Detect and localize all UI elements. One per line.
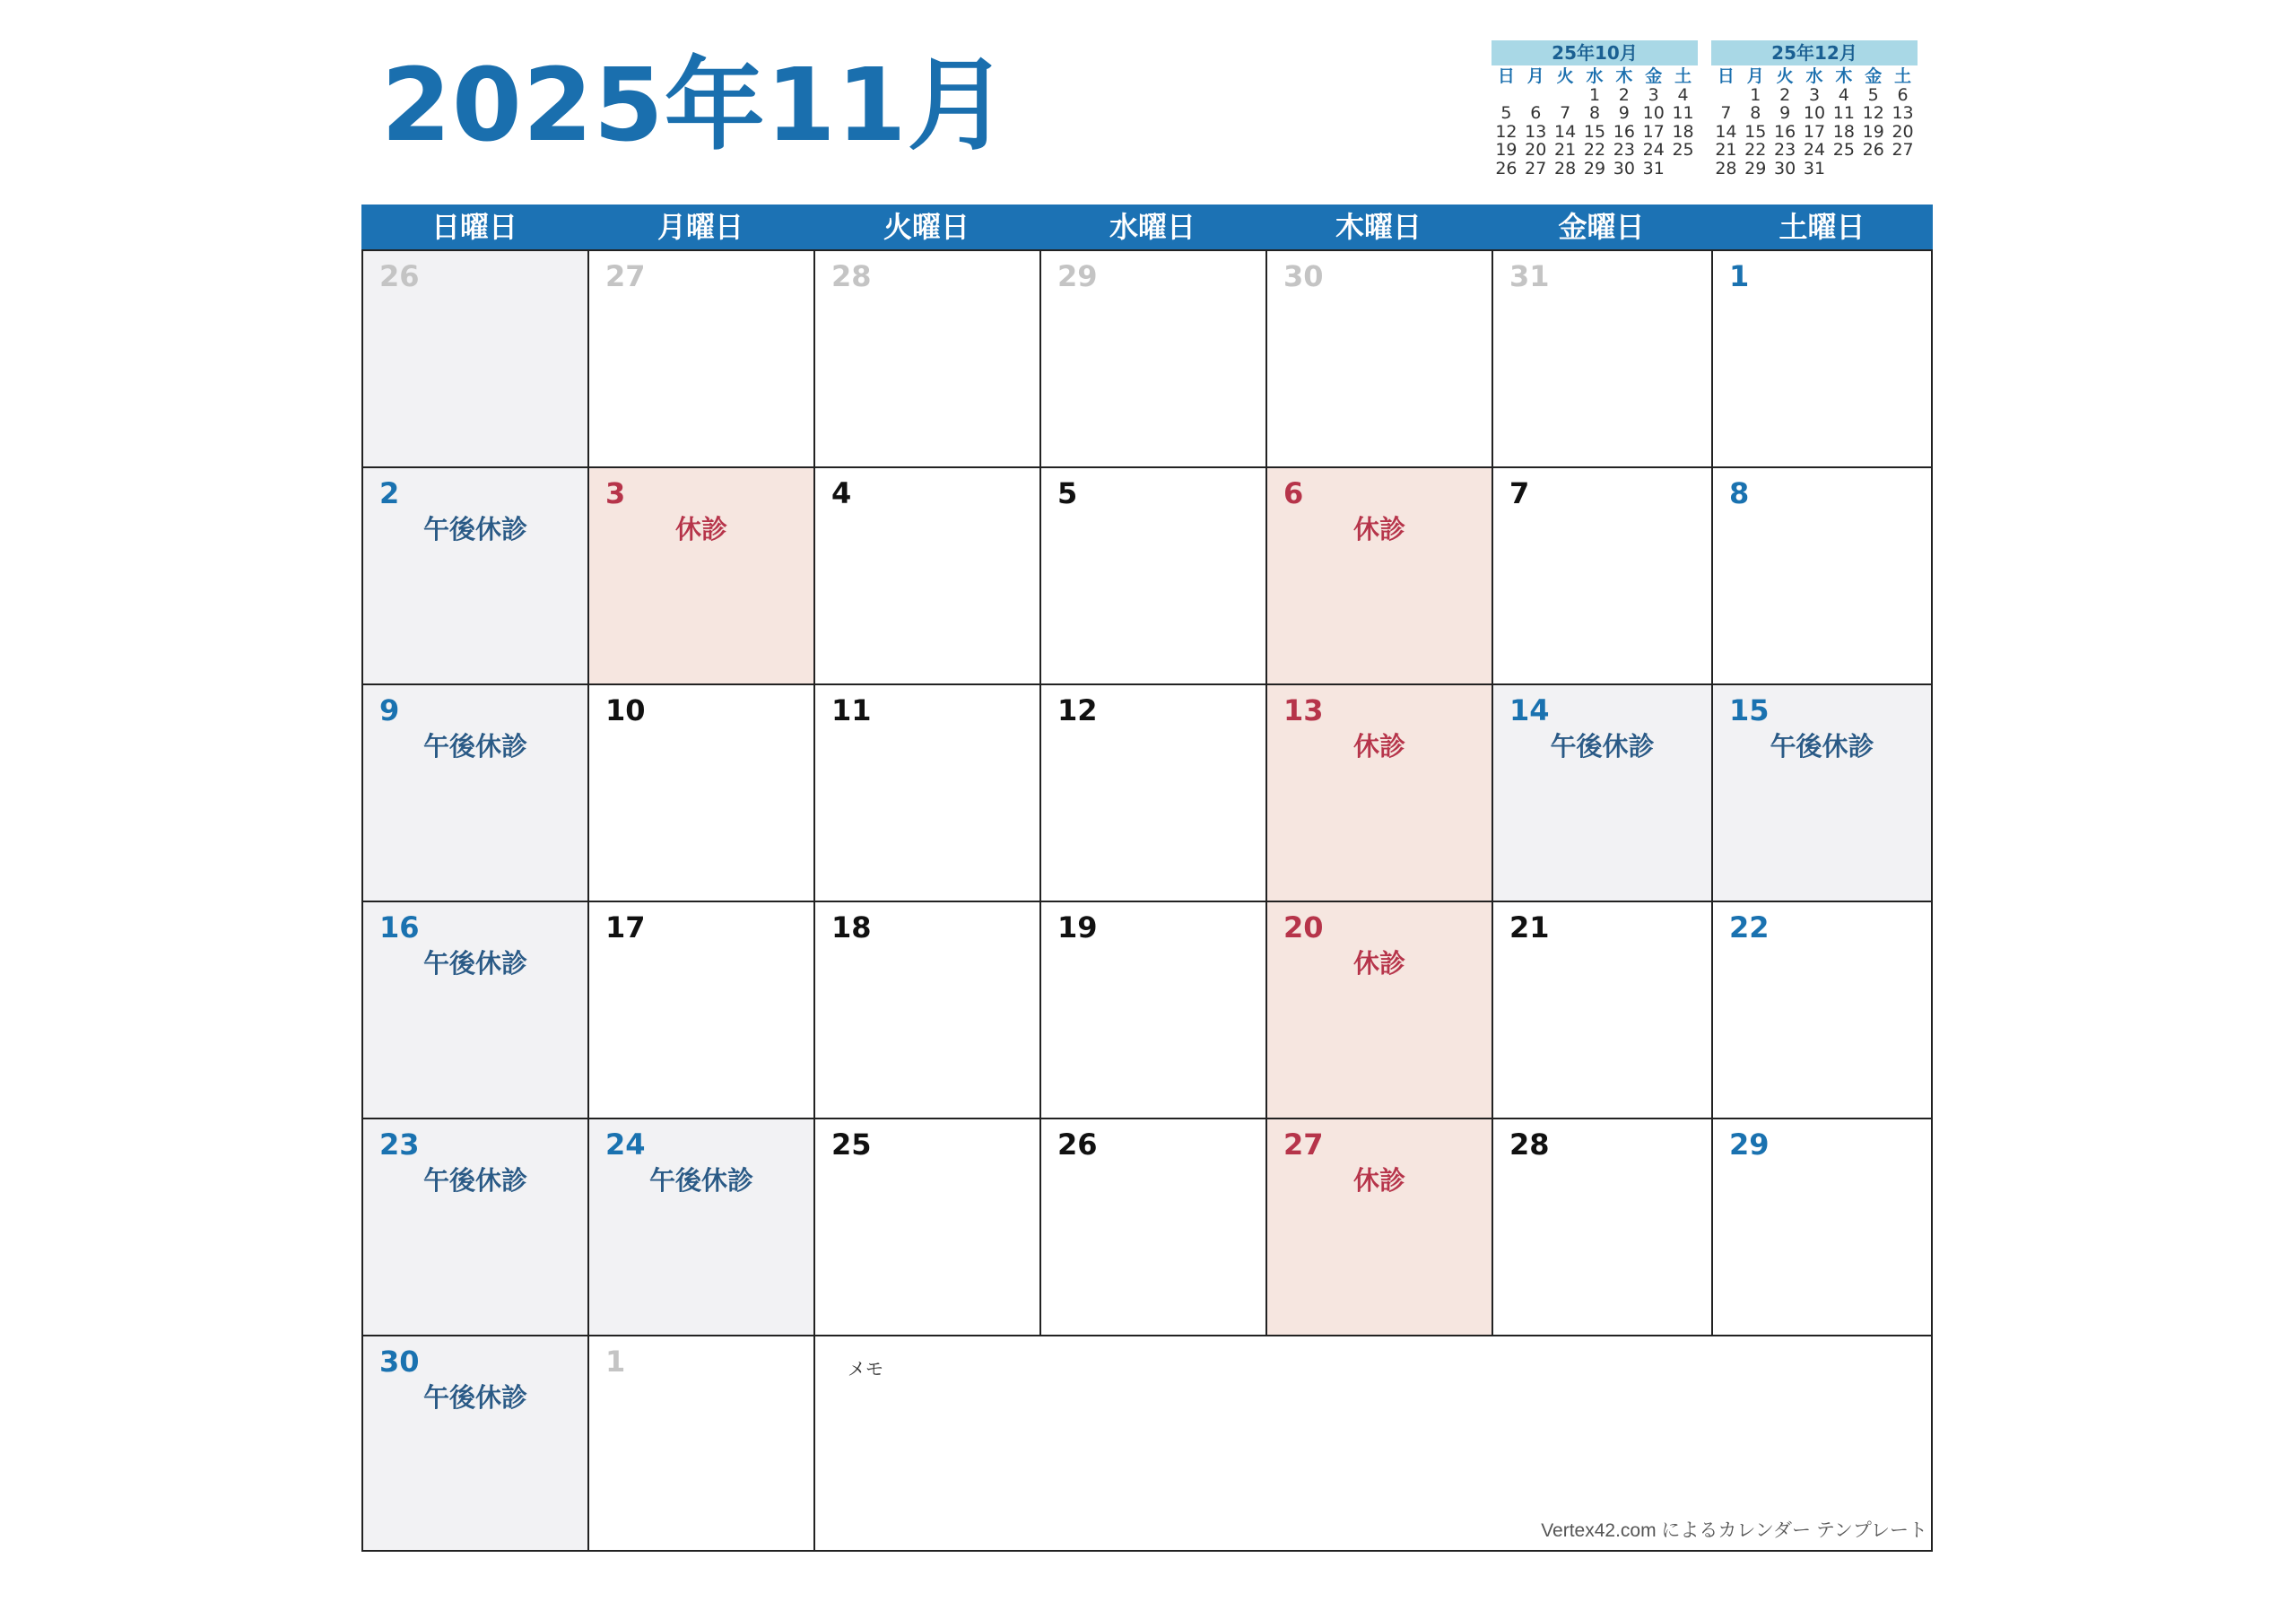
mini-day: 28 (1554, 158, 1577, 178)
mini-calendar-grid (1711, 67, 1918, 178)
calendar-grid (361, 249, 1933, 1552)
memo-area[interactable] (815, 1336, 1931, 1550)
day-number: 29 (1057, 259, 1098, 293)
day-cell[interactable] (1713, 468, 1931, 685)
day-number: 17 (605, 910, 646, 944)
day-number: 21 (1509, 910, 1550, 944)
day-number: 31 (1509, 259, 1550, 293)
day-number: 28 (1509, 1127, 1550, 1162)
mini-day: 23 (1613, 140, 1635, 160)
day-cell[interactable] (1041, 685, 1267, 902)
day-number: 30 (379, 1345, 420, 1379)
mini-day: 9 (1779, 103, 1791, 123)
mini-weekday: 土 (1674, 66, 1692, 86)
mini-weekday: 金 (1865, 66, 1883, 86)
weekday-label: 木曜日 (1335, 210, 1422, 244)
day-cell[interactable] (1713, 902, 1931, 1119)
weekday-label: 火曜日 (883, 210, 970, 244)
day-note: 午後休診 (422, 514, 527, 544)
day-note: 午後休診 (422, 1165, 527, 1196)
mini-day: 3 (1808, 84, 1821, 105)
day-cell[interactable] (815, 251, 1041, 468)
mini-day: 23 (1774, 140, 1796, 160)
mini-day: 11 (1832, 103, 1855, 123)
mini-day: 10 (1642, 103, 1665, 123)
mini-day: 25 (1832, 140, 1855, 160)
mini-day: 27 (1525, 158, 1547, 178)
day-number: 16 (379, 910, 420, 944)
mini-day: 16 (1613, 121, 1635, 142)
mini-day: 17 (1642, 121, 1665, 142)
day-cell[interactable] (815, 902, 1041, 1119)
day-cell[interactable] (1041, 1119, 1267, 1336)
mini-calendar-grid (1492, 67, 1698, 178)
day-note: 午後休診 (422, 731, 527, 762)
day-note: 午後休診 (648, 1165, 753, 1196)
day-number: 25 (831, 1127, 872, 1162)
mini-day: 21 (1554, 140, 1577, 160)
mini-calendar-title: 25年10月 (1492, 40, 1698, 65)
weekday-label: 土曜日 (1779, 210, 1866, 244)
day-cell[interactable] (589, 468, 815, 685)
day-cell[interactable] (1267, 902, 1493, 1119)
day-number: 22 (1729, 910, 1770, 944)
mini-day: 12 (1495, 121, 1518, 142)
day-cell[interactable] (1713, 685, 1931, 902)
mini-day: 9 (1618, 103, 1630, 123)
day-cell[interactable] (815, 468, 1041, 685)
mini-day: 17 (1803, 121, 1826, 142)
day-number: 19 (1057, 910, 1098, 944)
day-cell[interactable] (589, 902, 815, 1119)
mini-weekday: 金 (1645, 66, 1663, 86)
mini-day: 4 (1677, 84, 1689, 105)
mini-day: 24 (1803, 140, 1826, 160)
mini-day: 24 (1642, 140, 1665, 160)
mini-day: 29 (1744, 158, 1767, 178)
weekday-label: 日曜日 (430, 210, 517, 244)
day-cell[interactable] (1041, 468, 1267, 685)
day-cell[interactable] (363, 251, 589, 468)
mini-day (1521, 86, 1551, 105)
mini-day: 31 (1642, 158, 1665, 178)
day-number: 11 (831, 693, 872, 727)
mini-weekday: 火 (1556, 66, 1574, 86)
mini-weekday: 水 (1805, 66, 1823, 86)
day-number: 8 (1729, 476, 1750, 510)
mini-day: 11 (1672, 103, 1694, 123)
day-cell[interactable] (589, 251, 815, 468)
day-number: 1 (605, 1345, 626, 1379)
mini-weekday: 木 (1615, 66, 1633, 86)
mini-day: 6 (1897, 84, 1909, 105)
weekday-label: 月曜日 (657, 210, 744, 244)
mini-day (1711, 86, 1741, 105)
mini-day: 4 (1838, 84, 1849, 105)
day-number: 26 (379, 259, 420, 293)
day-number: 20 (1283, 910, 1324, 944)
day-number: 27 (1283, 1127, 1324, 1162)
mini-day: 27 (1892, 140, 1914, 160)
day-cell[interactable] (1493, 1119, 1713, 1336)
mini-weekday: 火 (1776, 66, 1794, 86)
day-cell[interactable] (1713, 251, 1931, 468)
day-number: 27 (605, 259, 646, 293)
mini-day: 7 (1560, 103, 1571, 123)
day-number: 13 (1283, 693, 1324, 727)
mini-day: 1 (1750, 84, 1761, 105)
mini-day: 3 (1648, 84, 1659, 105)
day-cell[interactable] (1493, 685, 1713, 902)
day-number: 15 (1729, 693, 1770, 727)
day-cell[interactable] (1493, 902, 1713, 1119)
day-number: 1 (1729, 259, 1750, 293)
memo-label: メモ (848, 1358, 883, 1380)
day-note: 休診 (1352, 1165, 1405, 1196)
mini-day: 5 (1867, 84, 1879, 105)
mini-day: 25 (1672, 140, 1694, 160)
day-number: 9 (379, 693, 400, 727)
mini-day: 2 (1618, 84, 1630, 105)
day-cell[interactable] (1267, 251, 1493, 468)
mini-weekday: 日 (1497, 66, 1515, 86)
mini-day (1492, 86, 1521, 105)
mini-day: 29 (1583, 158, 1606, 178)
mini-day (1551, 86, 1580, 105)
mini-day: 18 (1832, 121, 1855, 142)
mini-weekday: 土 (1894, 66, 1912, 86)
day-number: 10 (605, 693, 646, 727)
day-note: 休診 (674, 514, 727, 544)
day-cell[interactable] (589, 685, 815, 902)
mini-day: 19 (1495, 140, 1518, 160)
day-number: 7 (1509, 476, 1530, 510)
mini-day: 7 (1720, 103, 1732, 123)
day-cell[interactable] (1493, 251, 1713, 468)
day-number: 28 (831, 259, 872, 293)
day-number: 12 (1057, 693, 1098, 727)
day-number: 6 (1283, 476, 1304, 510)
day-note: 休診 (1352, 514, 1405, 544)
mini-day: 31 (1803, 158, 1826, 178)
mini-day: 14 (1554, 121, 1577, 142)
mini-day: 26 (1862, 140, 1884, 160)
mini-day: 5 (1500, 103, 1512, 123)
day-number: 18 (831, 910, 872, 944)
day-cell[interactable] (1041, 902, 1267, 1119)
mini-calendar-october (1492, 40, 1698, 178)
month-calendar (361, 205, 1933, 1552)
day-number: 2 (379, 476, 400, 510)
mini-day: 10 (1803, 103, 1826, 123)
day-number: 5 (1057, 476, 1078, 510)
mini-day: 30 (1613, 158, 1635, 178)
mini-weekday: 月 (1526, 66, 1544, 86)
weekday-label: 金曜日 (1558, 210, 1645, 244)
day-cell[interactable] (363, 685, 589, 902)
mini-weekday: 月 (1746, 66, 1764, 86)
mini-day: 15 (1744, 121, 1767, 142)
mini-day: 8 (1588, 103, 1601, 123)
mini-day: 6 (1530, 103, 1542, 123)
mini-weekday: 日 (1717, 66, 1735, 86)
day-cell[interactable] (815, 1119, 1041, 1336)
mini-day: 2 (1779, 84, 1791, 105)
day-cell[interactable] (1493, 468, 1713, 685)
day-number: 14 (1509, 693, 1550, 727)
mini-day: 20 (1525, 140, 1547, 160)
day-note: 午後休診 (1770, 731, 1874, 762)
day-note: 午後休診 (422, 1382, 527, 1413)
day-number: 24 (605, 1127, 646, 1162)
day-cell[interactable] (363, 902, 589, 1119)
template-credit: Vertex42.com によるカレンダー テンプレート (1541, 1520, 1927, 1541)
mini-day: 14 (1715, 121, 1737, 142)
day-cell[interactable] (1713, 1119, 1931, 1336)
day-cell[interactable] (589, 1119, 815, 1336)
day-note: 午後休診 (422, 948, 527, 979)
mini-day: 16 (1774, 121, 1796, 142)
day-cell[interactable] (363, 1336, 589, 1550)
mini-day: 22 (1583, 140, 1606, 160)
day-note: 休診 (1352, 731, 1405, 762)
day-number: 4 (831, 476, 852, 510)
mini-day: 18 (1672, 121, 1694, 142)
mini-day: 26 (1495, 158, 1518, 178)
day-cell[interactable] (1267, 1119, 1493, 1336)
mini-day: 30 (1774, 158, 1796, 178)
mini-weekday: 水 (1586, 66, 1604, 86)
mini-day: 22 (1744, 140, 1767, 160)
mini-day: 13 (1525, 121, 1547, 142)
weekday-label: 水曜日 (1109, 210, 1196, 244)
page-title: 2025年11月 (381, 48, 1009, 164)
mini-day: 20 (1892, 121, 1914, 142)
day-cell[interactable] (815, 685, 1041, 902)
mini-calendar-title: 25年12月 (1711, 40, 1918, 65)
mini-day: 28 (1715, 158, 1737, 178)
mini-calendar-december (1711, 40, 1918, 178)
day-cell[interactable] (1267, 468, 1493, 685)
mini-day: 8 (1750, 103, 1761, 123)
day-number: 26 (1057, 1127, 1098, 1162)
mini-weekday: 木 (1835, 66, 1853, 86)
day-note: 休診 (1352, 948, 1405, 979)
day-cell[interactable] (1041, 251, 1267, 468)
day-number: 3 (605, 476, 626, 510)
weekday-header (361, 205, 1933, 249)
day-number: 29 (1729, 1127, 1770, 1162)
day-cell[interactable] (589, 1336, 815, 1550)
day-cell[interactable] (363, 468, 589, 685)
mini-day: 15 (1583, 121, 1606, 142)
mini-day: 12 (1862, 103, 1884, 123)
mini-day: 1 (1588, 84, 1601, 105)
day-number: 30 (1283, 259, 1324, 293)
mini-day: 21 (1715, 140, 1737, 160)
day-note: 午後休診 (1550, 731, 1655, 762)
day-cell[interactable] (1267, 685, 1493, 902)
day-number: 23 (379, 1127, 420, 1162)
mini-day: 19 (1862, 121, 1884, 142)
mini-day: 13 (1892, 103, 1914, 123)
day-cell[interactable] (363, 1119, 589, 1336)
